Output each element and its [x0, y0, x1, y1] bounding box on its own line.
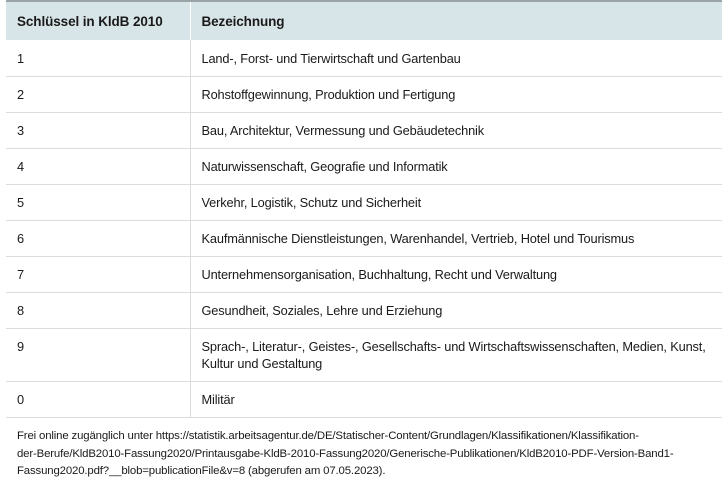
- cell-key: 5: [6, 185, 190, 221]
- cell-key: 4: [6, 149, 190, 185]
- table-row: [6, 40, 722, 77]
- table-row: [6, 257, 722, 293]
- table-row: [6, 149, 722, 185]
- table-row: [6, 221, 722, 257]
- footnote-line-3: Fassung2020.pdf?__blob=publicationFile&v=8 (abgerufen am 07.05.2023).: [17, 465, 386, 477]
- cell-description: Gesundheit, Soziales, Lehre und Erziehung: [190, 293, 722, 329]
- cell-key: 7: [6, 257, 190, 293]
- column-header-key: Schlüssel in KldB 2010: [6, 1, 190, 40]
- cell-description: Rohstoffgewinnung, Produktion und Fertigung: [190, 77, 722, 113]
- cell-key: 2: [6, 77, 190, 113]
- table-header: [6, 1, 722, 40]
- cell-key: 0: [6, 382, 190, 418]
- cell-key: 8: [6, 293, 190, 329]
- cell-description: Kaufmännische Dienstleistungen, Warenhandel, Vertrieb, Hotel und Tourismus: [190, 221, 722, 257]
- cell-key: 1: [6, 40, 190, 77]
- cell-description: Militär: [190, 382, 722, 418]
- header-row: [6, 1, 722, 40]
- table-source-footnote: [6, 418, 722, 481]
- cell-key: 3: [6, 113, 190, 149]
- table-row: [6, 329, 722, 382]
- cell-description: Naturwissenschaft, Geografie und Informatik: [190, 149, 722, 185]
- table-row: [6, 382, 722, 418]
- cell-description: Sprach-, Literatur-, Geistes-, Gesellschafts- und Wirtschaftswissenschaften, Medien, Kunst, Kultur und Gestaltung: [190, 329, 722, 382]
- cell-key: 6: [6, 221, 190, 257]
- footnote-line-2: der-Berufe/KldB2010-Fassung2020/Printausgabe-KldB-2010-Fassung2020/Generische-Publikationen/KldB2010-PDF-Version-Band1-: [17, 447, 674, 460]
- cell-description: Land-, Forst- und Tierwirtschaft und Gartenbau: [190, 40, 722, 77]
- cell-key: 9: [6, 329, 190, 382]
- column-header-description: Bezeichnung: [190, 1, 722, 40]
- table-row: [6, 293, 722, 329]
- footnote-line-1: Frei online zugänglich unter https://statistik.arbeitsagentur.de/DE/Statischer-Content/Grundlagen/Klassifikationen/Klassifikation-: [17, 430, 639, 442]
- kldb-classification-table: [6, 0, 722, 418]
- table-body: [6, 40, 722, 418]
- cell-description: Unternehmensorganisation, Buchhaltung, Recht und Verwaltung: [190, 257, 722, 293]
- cell-description: Bau, Architektur, Vermessung und Gebäudetechnik: [190, 113, 722, 149]
- table-row: [6, 185, 722, 221]
- table-row: [6, 113, 722, 149]
- table-row: [6, 77, 722, 113]
- cell-description: Verkehr, Logistik, Schutz und Sicherheit: [190, 185, 722, 221]
